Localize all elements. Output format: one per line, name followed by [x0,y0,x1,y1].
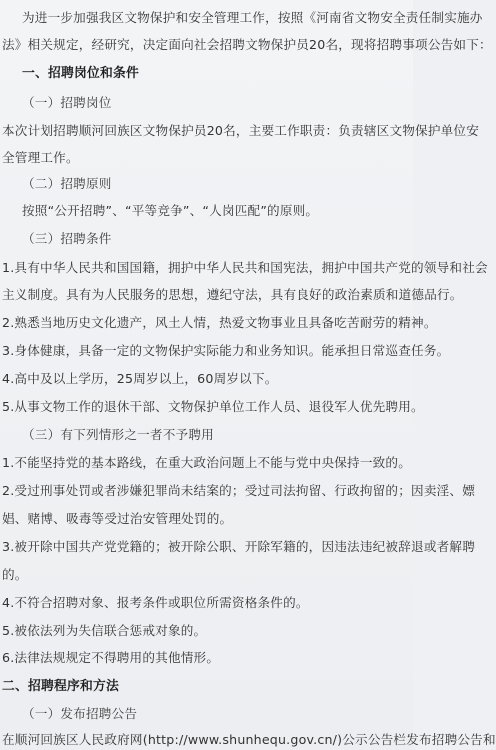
intro-line-2: 法》相关规定，经研究，决定面向社会招聘文物保护员20名，现将招聘事项公告如下： [2,37,492,52]
condition-3: 3.身体健康，具备一定的文物保护实际能力和业务知识。能承担日常巡查任务。 [2,343,450,358]
condition-5: 5.从事文物工作的退休干部、文物保护单位工作人员、退役军人优先聘用。 [2,399,424,414]
subsection-1-text-line-1: 本次计划招聘顺河回族区文物保护员20名，主要工作职责：负责辖区文物保护单位安 [2,123,479,138]
exclusion-3-line-2: 的。 [2,567,28,582]
subsection-3-title: （三）招聘条件 [22,231,112,246]
intro-line-1: 为进一步加强我区文物保护和安全管理工作，按照《河南省文物安全责任制实施办 [22,10,483,25]
section-1-title: 一、招聘岗位和条件 [22,66,139,81]
exclusion-4: 4.不符合招聘对象、报考条件或职位所需资格条件的。 [2,595,309,610]
exclusion-6: 6.法律法规规定不得聘用的其他情形。 [2,650,220,665]
condition-1-line-1: 1.具有中华人民共和国国籍，拥护中华人民共和国宪法，拥护中国共产党的领导和社会 [2,260,488,275]
exclusion-5: 5.被依法列为失信联合惩戒对象的。 [2,623,207,638]
bottom-line: 在顺河回族区人民政府网(http://www.shunhequ.gov.cn/)公示公告栏发布招聘公告和 [2,732,496,747]
subsection-4-title: （三）有下列情形之一者不予聘用 [22,427,214,442]
subsection-1-text-line-2: 全管理工作。 [2,150,79,165]
exclusion-2-line-1: 2.受过刑事处罚或者涉嫌犯罪尚未结案的；受过司法拘留、行政拘留的；因卖淫、嫖 [2,483,475,498]
subsection-2-title: （二）招聘原则 [22,176,112,191]
condition-4: 4.高中及以上学历，25周岁以上，60周岁以下。 [2,371,278,386]
exclusion-2-line-2: 娼、赌博、吸毒等受过治安管理处罚的。 [2,511,233,526]
condition-1-line-2: 主义制度。具有为人民服务的思想，遵纪守法，具有良好的政治素质和道德品行。 [2,287,463,302]
subsection-5-title: （一）发布招聘公告 [22,706,138,721]
exclusion-3-line-1: 3.被开除中国共产党党籍的；被开除公职、开除军籍的，因违法违纪被辞退或者解聘 [2,539,475,554]
subsection-2-text: 按照“公开招聘”、“平等竞争”、“人岗匹配”的原则。 [22,203,319,218]
section-2-title: 二、招聘程序和方法 [2,679,119,694]
condition-2: 2.熟悉当地历史文化遗产，风土人情，热爱文物事业且具备吃苦耐劳的精神。 [2,315,437,330]
exclusion-1: 1.不能坚持党的基本路线，在重大政治问题上不能与党中央保持一致的。 [2,455,412,470]
subsection-1-title: （一）招聘岗位 [22,95,112,110]
